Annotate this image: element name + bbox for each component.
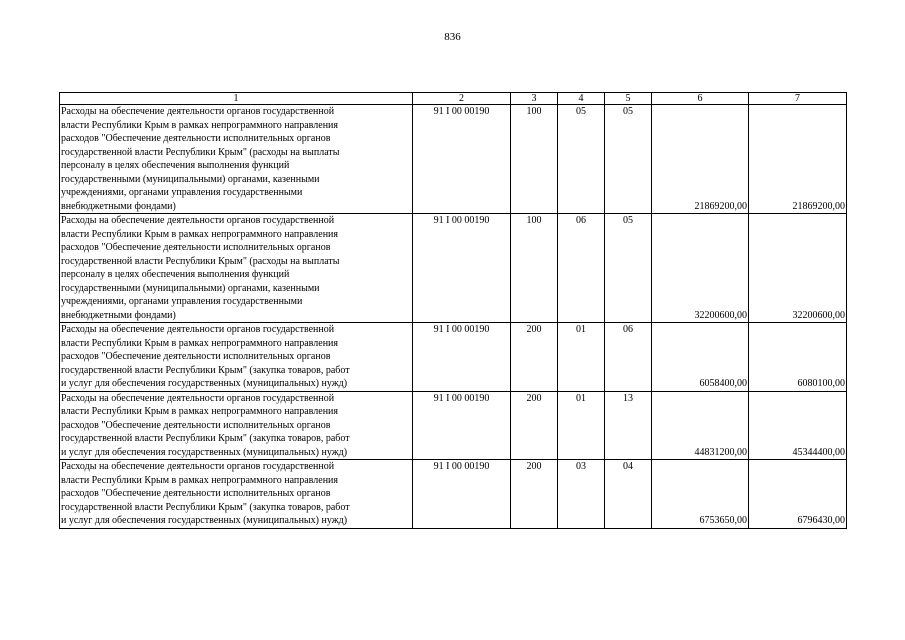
expense-type-code: 100: [511, 105, 558, 214]
target-article-code: 91 I 00 00190: [413, 391, 511, 460]
description-line: расходов "Обеспечение деятельности исполнительных органов: [61, 242, 331, 253]
amount-year-2: 21869200,00: [749, 105, 847, 214]
expense-description: [60, 105, 413, 214]
amount-year-2: 45344400,00: [749, 391, 847, 460]
expense-type-code: 200: [511, 323, 558, 392]
description-line: Расходы на обеспечение деятельности органов государственной: [61, 461, 335, 472]
amount-year-2: 32200600,00: [749, 214, 847, 323]
column-header-3: 3: [511, 93, 558, 105]
description-line: государственными (муниципальными) органами, казенными: [61, 282, 320, 294]
description-line: Расходы на обеспечение деятельности органов государственной: [61, 215, 335, 226]
description-line: государственными (муниципальными) органами, казенными: [61, 173, 320, 185]
table-body: [60, 105, 847, 529]
description-line: Расходы на обеспечение деятельности органов государственной: [61, 106, 335, 117]
amount-year-1: 32200600,00: [652, 214, 749, 323]
description-line: власти Республики Крым в рамках непрограммного направления: [61, 474, 339, 486]
description-line: учреждениями, органами управления государственными: [61, 296, 303, 307]
description-line: и услуг для обеспечения государственных (муниципальных) нужд): [61, 378, 348, 389]
description-line: расходов "Обеспечение деятельности исполнительных органов: [61, 488, 331, 499]
description-line: и услуг для обеспечения государственных (муниципальных) нужд): [61, 515, 348, 526]
section-code: 01: [558, 391, 605, 460]
description-line: власти Республики Крым в рамках непрограммного направления: [61, 406, 339, 417]
description-line: государственной власти Республики Крым" (расходы на выплаты: [61, 255, 340, 267]
description-line: Расходы на обеспечение деятельности органов государственной: [61, 392, 335, 404]
table-header-row: [60, 93, 847, 105]
amount-year-2: 6796430,00: [749, 460, 847, 529]
description-line: внебюджетными фондами): [61, 200, 176, 212]
budget-table: [59, 92, 847, 529]
subsection-code: 06: [605, 323, 652, 392]
description-line: расходов "Обеспечение деятельности исполнительных органов: [61, 351, 331, 362]
section-code: 03: [558, 460, 605, 529]
amount-year-1: 6058400,00: [652, 323, 749, 392]
column-header-6: 6: [652, 93, 749, 105]
table-row: [60, 323, 847, 392]
expense-type-code: 100: [511, 214, 558, 323]
subsection-code: 13: [605, 391, 652, 460]
column-header-5: 5: [605, 93, 652, 105]
column-header-1: 1: [60, 93, 413, 105]
expense-description: [60, 214, 413, 323]
column-header-7: 7: [749, 93, 847, 105]
target-article-code: 91 I 00 00190: [413, 460, 511, 529]
section-code: 05: [558, 105, 605, 214]
description-line: и услуг для обеспечения государственных (муниципальных) нужд): [61, 446, 348, 458]
section-code: 01: [558, 323, 605, 392]
page-number: 836: [444, 31, 461, 43]
subsection-code: 04: [605, 460, 652, 529]
table-row: [60, 391, 847, 460]
description-line: государственной власти Республики Крым" (закупка товаров, работ: [61, 433, 350, 444]
expense-type-code: 200: [511, 460, 558, 529]
table-row: [60, 460, 847, 529]
description-line: власти Республики Крым в рамках непрограммного направления: [61, 337, 339, 349]
description-line: государственной власти Республики Крым" (расходы на выплаты: [61, 146, 340, 158]
description-line: государственной власти Республики Крым" (закупка товаров, работ: [61, 501, 350, 513]
subsection-code: 05: [605, 214, 652, 323]
description-line: Расходы на обеспечение деятельности органов государственной: [61, 324, 335, 335]
amount-year-1: 6753650,00: [652, 460, 749, 529]
expense-description: [60, 391, 413, 460]
target-article-code: 91 I 00 00190: [413, 323, 511, 392]
description-line: внебюджетными фондами): [61, 309, 176, 321]
table-row: [60, 214, 847, 323]
description-line: расходов "Обеспечение деятельности исполнительных органов: [61, 133, 331, 144]
description-line: власти Республики Крым в рамках непрограммного направления: [61, 119, 339, 131]
table-row: [60, 105, 847, 214]
amount-year-1: 44831200,00: [652, 391, 749, 460]
expense-description: [60, 323, 413, 392]
description-line: персоналу в целях обеспечения выполнения функций: [61, 160, 290, 171]
description-line: персоналу в целях обеспечения выполнения функций: [61, 269, 290, 280]
expense-type-code: 200: [511, 391, 558, 460]
target-article-code: 91 I 00 00190: [413, 105, 511, 214]
column-header-4: 4: [558, 93, 605, 105]
description-line: государственной власти Республики Крым" (закупка товаров, работ: [61, 364, 350, 376]
section-code: 06: [558, 214, 605, 323]
amount-year-1: 21869200,00: [652, 105, 749, 214]
description-line: власти Республики Крым в рамках непрограммного направления: [61, 228, 339, 240]
amount-year-2: 6080100,00: [749, 323, 847, 392]
description-line: расходов "Обеспечение деятельности исполнительных органов: [61, 419, 331, 431]
column-header-2: 2: [413, 93, 511, 105]
description-line: учреждениями, органами управления государственными: [61, 187, 303, 198]
subsection-code: 05: [605, 105, 652, 214]
expense-description: [60, 460, 413, 529]
target-article-code: 91 I 00 00190: [413, 214, 511, 323]
